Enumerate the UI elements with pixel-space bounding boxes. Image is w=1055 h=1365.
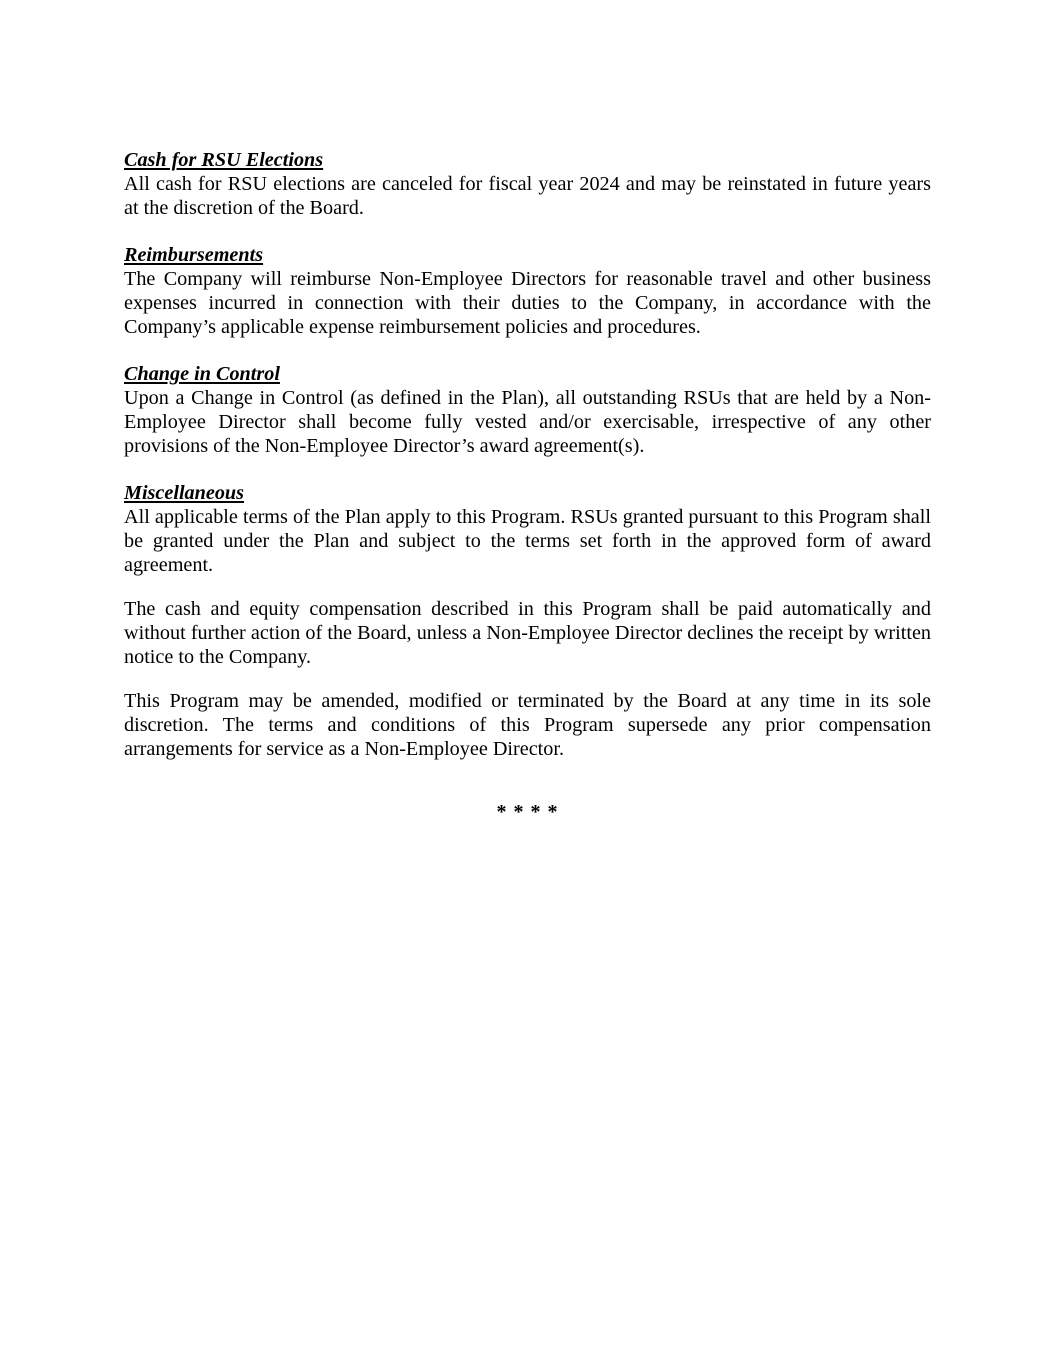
section-reimbursements [124,243,931,339]
section-miscellaneous [124,481,931,761]
section-heading: Change in Control [124,363,280,385]
section-paragraph: All applicable terms of the Plan apply to this Program. RSUs granted pursuant to this Program shall be granted under the Plan and subject to the terms set forth in the approved form of award agreement. [124,506,931,576]
section-heading: Cash for RSU Elections [124,149,324,171]
end-of-document-marker: * * * * [496,801,559,823]
section-cash-for-rsu-elections [124,148,931,220]
section-paragraph: All cash for RSU elections are canceled for fiscal year 2024 and may be reinstated in future years at the discretion of the Board. [124,173,931,219]
section-change-in-control [124,362,931,458]
document-body [124,148,931,784]
section-paragraph: Upon a Change in Control (as defined in the Plan), all outstanding RSUs that are held by a Non-Employee Director shall become fully vested and/or exercisable, irrespective of any other provisions of the Non-Employee Director’s award agreement(s). [124,387,931,457]
section-paragraph: The cash and equity compensation described in this Program shall be paid automatically and without further action of the Board, unless a Non-Employee Director declines the receipt by written notice to the Company. [124,598,931,668]
section-heading: Reimbursements [124,244,264,266]
section-paragraph: The Company will reimburse Non-Employee Directors for reasonable travel and other business expenses incurred in connection with their duties to the Company, in accordance with the Company’s applicable expense reimbursement policies and procedures. [124,268,931,338]
section-heading: Miscellaneous [124,482,245,504]
section-paragraph: This Program may be amended, modified or terminated by the Board at any time in its sole discretion. The terms and conditions of this Program supersede any prior compensation arrangements for service as a Non-Employee Director. [124,690,931,760]
